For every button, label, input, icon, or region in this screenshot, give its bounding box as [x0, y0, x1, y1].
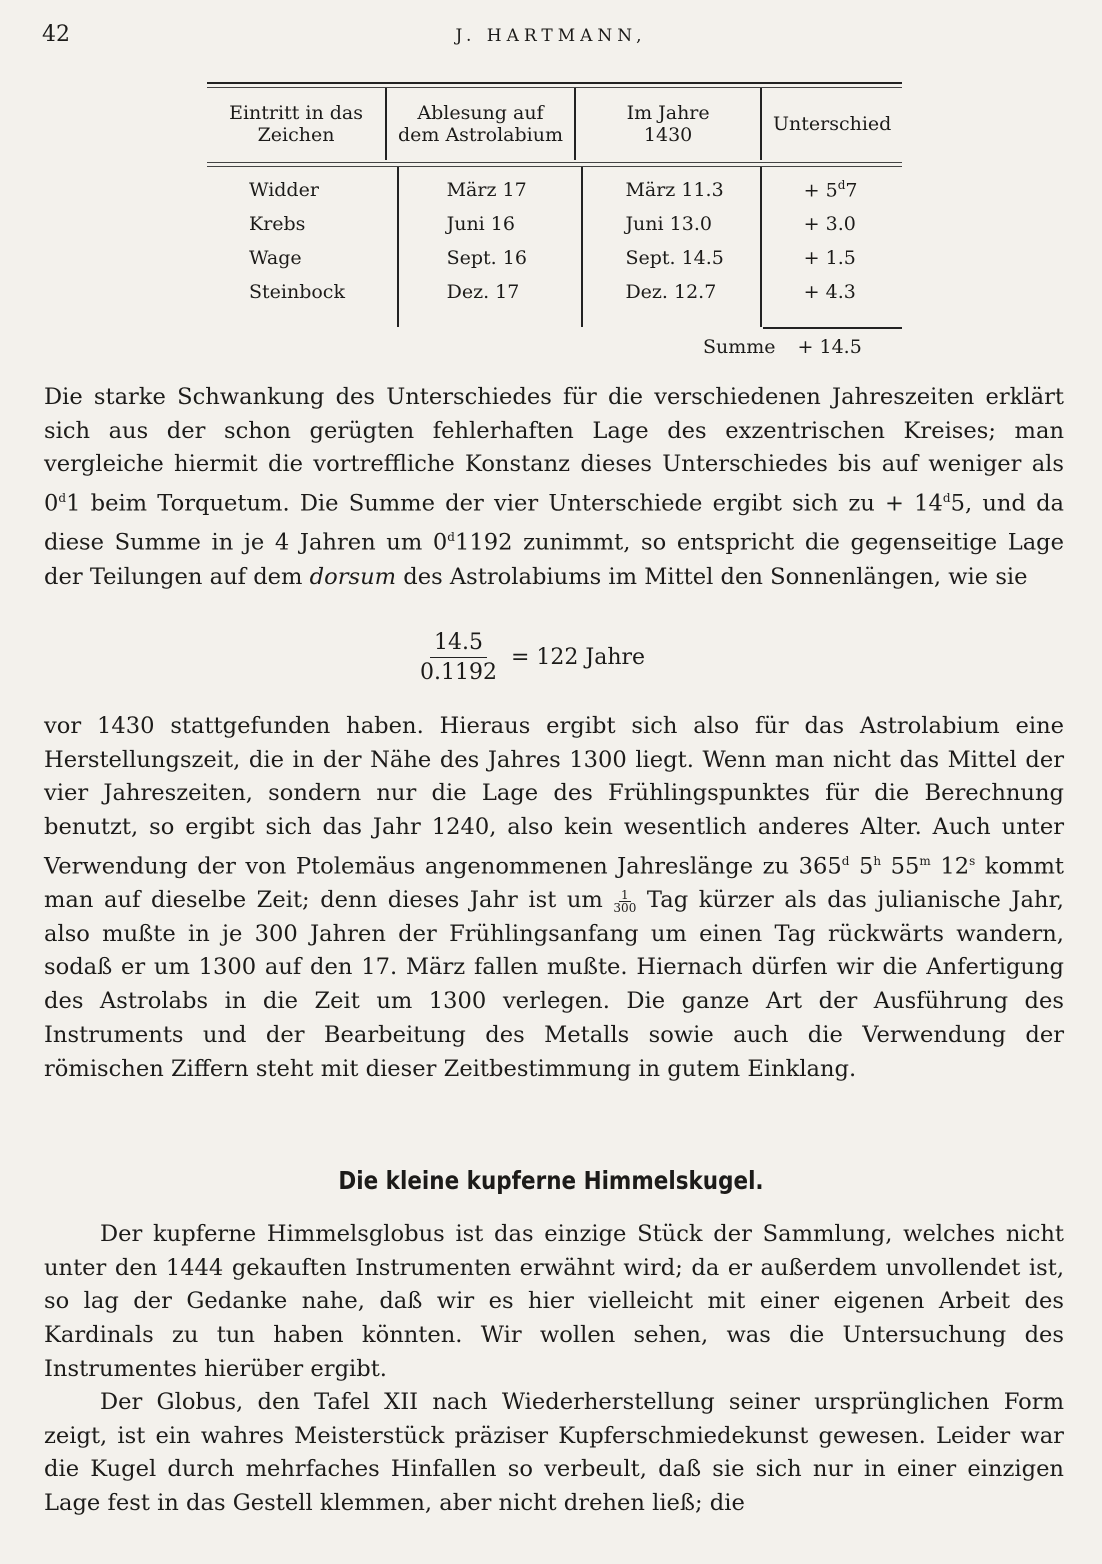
sum-label: Summe: [703, 336, 776, 358]
latin-term: dorsum: [309, 563, 397, 590]
table-header-row: [207, 88, 902, 160]
table-row: [207, 241, 902, 275]
cell-year1430: Sept. 14.5: [582, 241, 760, 275]
astrolabe-table-body: [207, 167, 902, 327]
page-number: 42: [42, 22, 70, 47]
cell-sign: Steinbock: [249, 281, 345, 303]
header-reading: Ablesung auf dem Astrolabium: [386, 88, 575, 160]
table-row: [207, 275, 902, 309]
cell-year1430: März 11.3: [582, 173, 760, 207]
cell-difference: + 4.3: [761, 275, 902, 309]
astrolabe-table: [207, 88, 902, 160]
header-sign: Eintritt in das Zeichen: [229, 102, 363, 146]
cell-reading: Dez. 17: [398, 275, 583, 309]
cell-year1430: Juni 13.0: [582, 207, 760, 241]
cell-reading: Juni 16: [398, 207, 583, 241]
table-row: [207, 173, 902, 207]
sum-value: + 14.5: [797, 336, 862, 358]
running-head: J. HARTMANN,: [455, 26, 647, 46]
sum-rule: [763, 327, 902, 329]
formula-result: = 122 Jahre: [510, 645, 646, 670]
cell-sign: Widder: [249, 179, 319, 201]
cell-year1430: Dez. 12.7: [582, 275, 760, 309]
comparison-table: [207, 82, 902, 329]
paragraph-4: Der Globus, den Tafel XII nach Wiederherstellung seiner ursprünglichen Form zeigt, ist ein wahres Meisterstück präziser Kupferschmiedekunst gewesen. Leider war die Kugel durch mehrfaches Hinfallen so verbeult, daß sie sich nur in einer einzigen Lage fest in das Gestell klemmen, aber nicht drehen ließ; die: [44, 1389, 1064, 1517]
fraction-denominator: 0.1192: [420, 660, 497, 685]
cell-reading: März 17: [398, 173, 583, 207]
cell-sign: Wage: [249, 247, 302, 269]
cell-difference: + 3.0: [761, 207, 902, 241]
table-row: [207, 207, 902, 241]
cell-difference: + $5^d7$: [761, 173, 902, 207]
table-top-rule: [207, 82, 902, 84]
cell-reading: Sept. 16: [398, 241, 583, 275]
cell-difference: + 1.5: [761, 241, 902, 275]
fraction: [420, 630, 497, 685]
formula: [420, 630, 645, 685]
fraction-numerator: 14.5: [430, 630, 487, 658]
paragraph-2: vor 1430 stattgefunden haben. Hieraus ergibt sich also für das Astrolabium eine Herstellungszeit, die in der Nähe des Jahres 1300 liegt. Wenn man nicht das Mittel der vier Jahreszeiten, sondern nur die Lage des Frühlingspunktes für die Berechnung benutzt, so ergibt sich das Jahr 1240, also kein wesentlich anderes Alter. Auch unter Verwendung der von Ptolemäus angenommenen Jahreslänge zu 365$^d$ 5$^h$ 55$^m$ 12$^s$ kommt man auf dieselbe Zeit; denn dieses Jahr ist um $\frac{1}{300}$ Tag kürzer als das julianische Jahr, also mußte in je 300 Jahren der Frühlingsanfang um einen Tag rückwärts wandern, sodaß er um 1300 auf den 17. März fallen mußte. Hiernach dürfen wir die Anfertigung des Astrolabs in die Zeit um 1300 verlegen. Die ganze Art der Ausführung des Instruments und der Bearbeitung des Metalls sowie auch die Verwendung der römischen Ziffern steht mit dieser Zeitbestimmung in gutem Einklang.: [44, 713, 1065, 1082]
section-title: Die kleine kupferne Himmelskugel.: [338, 1166, 764, 1195]
sum-line: [703, 336, 862, 358]
paragraph-1: Die starke Schwankung des Unterschiedes für die verschiedenen Jahreszeiten erklärt sich aus der schon gerügten fehlerhaften Lage des exzentrischen Kreises; man vergleiche hiermit die vortreffliche Konstanz dieses Unterschiedes bis auf weniger als 0$^d$1 beim Torquetum. Die Summe der vier Unterschiede ergibt sich zu + $14^d5$, und da diese Summe in je 4 Jahren um 0$^d$1192 zunimmt, so entspricht die gegenseitige Lage der Teilungen auf dem dorsum des Astrolabiums im Mittel den Sonnenlängen, wie sie: [44, 384, 1065, 590]
header-year: Im Jahre 1430: [575, 88, 762, 160]
cell-sign: Krebs: [249, 213, 306, 235]
paragraph-3: Der kupferne Himmelsglobus ist das einzige Stück der Sammlung, welches nicht unter den 1444 gekauften Instrumenten erwähnt wird; da er außerdem unvollendet ist, so lag der Gedanke nahe, daß wir es hier vielleicht mit einer eigenen Arbeit des Kardinals zu tun haben könnten. Wir wollen sehen, was die Untersuchung des Instrumentes hierüber ergibt.: [44, 1221, 1064, 1382]
header-difference: Unterschied: [761, 88, 902, 160]
